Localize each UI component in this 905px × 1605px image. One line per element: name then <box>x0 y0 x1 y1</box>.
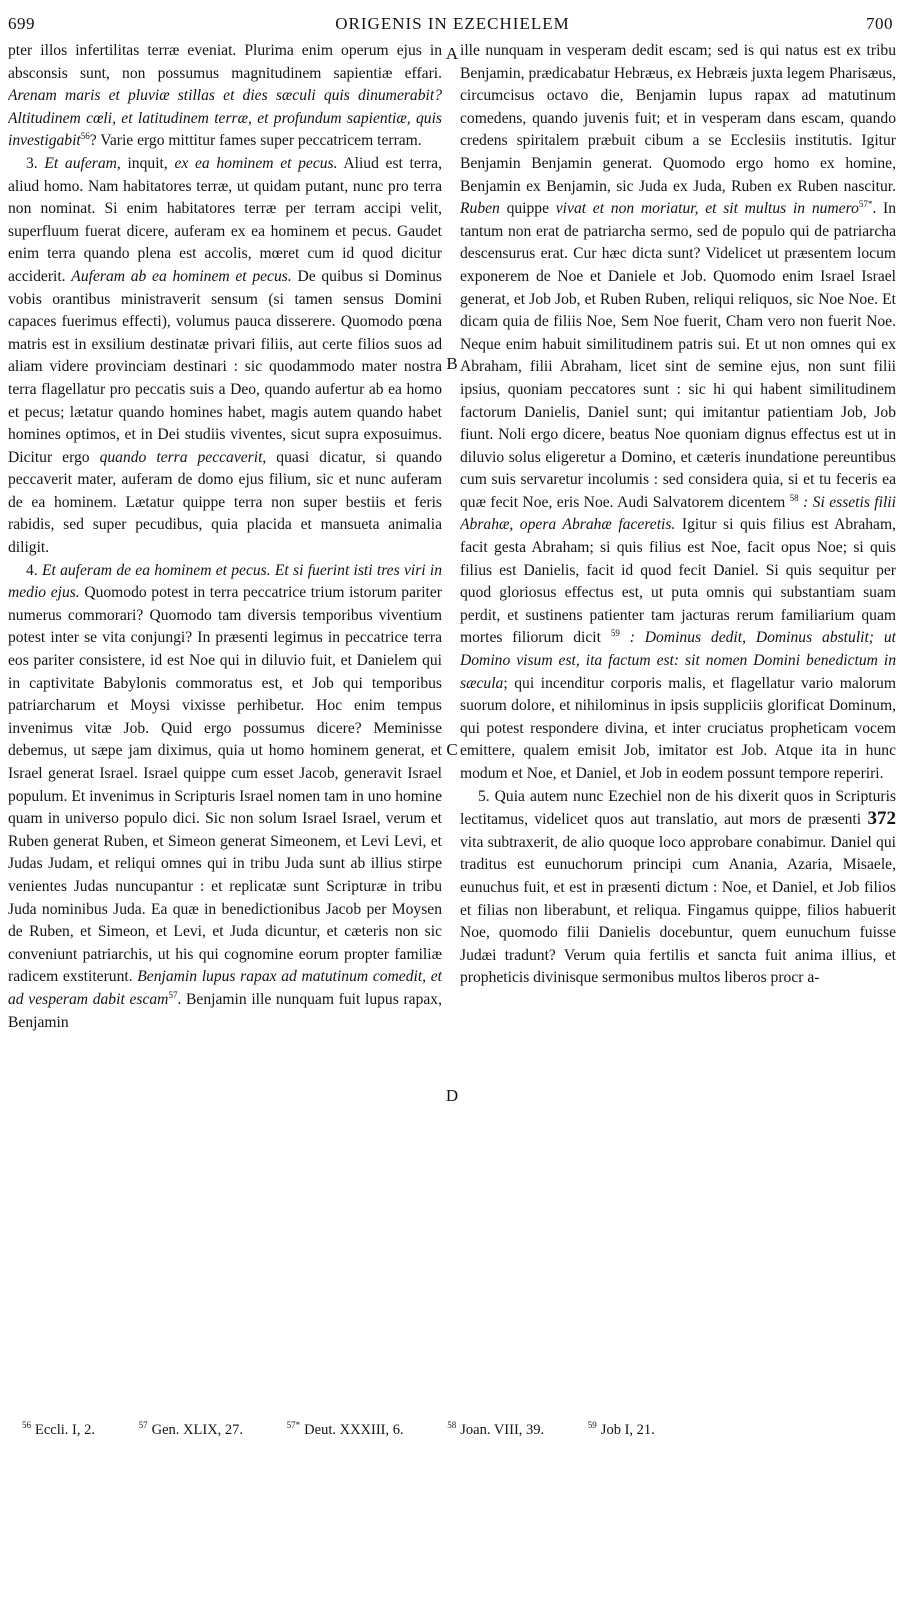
footnote: $^{59}$ Job I, 21. <box>587 1420 655 1438</box>
paragraph: 3. Et auferam, inquit, ex ea hominem et pecus. Aliud est terra, aliud homo. Nam habitatores terræ, ut quidam putant, nunc pro terra non nominat. Si enim habitatores terræ per terram accipi velit, superfluum fuerat dicere, auferam ex ea hominem et pecus. Gaudet enim terra quando plena est accolis, mœret cum id quod dicitur acciderit. Auferam ab ea hominem et pecus. De quibus si Dominus vobis orantibus ministraverit sensum (si tamen sensus Domini capaces fuerimus effecti), volumus pauca disserere. Quomodo pœna matris est in exsilium destinatæ privari filiis, aut certe filios suos ad aliam videre provinciam destinari : sic quodammodo mater nostra terra flagellatur pro peccatis suis a Deo, quando aufertur ab ea homo et pecus; lætatur quando homines habet, magis autem quando habet homines optimos, et in Dei studiis viventes, sicut supra exposuimus. Dicitur ergo quando terra peccaverit, quasi dicatur, si quando peccaverit mater, auferam de domo ejus filium, sic et nunc auferam de ea hominem. Lætatur quippe terra non super bestiis et feris rabidis, sed super pecudibus, quia placida et mansueta animalia diligit. <box>8 154 442 557</box>
margin-marker-c: C <box>446 740 458 759</box>
margin-marker-b: B <box>446 354 458 373</box>
footnote: $^{56}$ Eccli. I, 2. <box>22 1420 95 1438</box>
footnote: $^{57*}$ Deut. XXXIII, 6. <box>286 1420 404 1438</box>
column-number: 372 <box>867 808 896 830</box>
paragraph: ille nunquam in vesperam dedit escam; sed is qui natus est ex tribu Benjamin, prædicabatur Hebræus, ex Hebræis juxta legem Pharisæus, circumcisus octavo die, Benjamin lupus rapax ad matutinum comedens, quando juvenis fuit; et in vesperam dans escam, quando credens spiritalem præbuit cibum a se Ecclesiis institutis. Igitur Benjamin Benjamin generat. Quomodo ergo homo ex homine, Benjamin ex Benjamin, sic Juda ex Juda, Ruben ex Ruben nascitur. Ruben quippe vivat et non moriatur, et sit multus in numero$^{57*}$. In tantum non erat de patriarcha sermo, sed de populo qui de patriarcha descensurus erat. Cur hæc dicta sunt? Videlicet ut præsentem locum exponerem de Noe et Daniele et Job. Quomodo enim Israel Israel generat, et Job Job, et Ruben Ruben, reliqui reliquos, sic Noe Noe. Et dicam quia de filiis Noe, Sem Noe fuerit, Cham vero non fuerit Noe. Neque enim habuit similitudinem patris sui. Et ut non omnes qui ex Abraham, filii Abraham, licet sint de semine ejus, non sunt filii ipsius, quoniam peccatores sunt : sic hi qui habent similitudinem factorum Danielis, Daniel sunt; qui imitantur patientiam Job, Job fiunt. Noli ergo dicere, beatus Noe quoniam dignus effectus est ut in diluvio solus eligeretur a Domino, et cæteris inundatione pereuntibus cum suis servaretur incolumis : sed considera quia, si et tu feceris ea quæ fecit Noe, eris Noe. Audi Salvatorem dicentem $^{58}$ : Si essetis filii Abrahæ, opera Abrahæ faceretis. Igitur si quis filius est Abraham, facit gesta Abraham; si quis filius est Noe, facit opus Noe; si quis filius est Danielis, facit id quod fecit Daniel. Si quis sequitur per quod gloriosus effectus est, ut puta omnis qui substantiam suam perdit, et sustinens patienter tam jacturas rerum familiarium quam mortes filiorum dicit $^{59}$ : Dominus dedit, Dominus abstulit; ut Domino visum est, ita factum est: sit nomen Domini benedictum in sæcula; qui incenditur corporis malis, et flagellatur vario malorum suorum dolore, et nihilominus in ipsis suppliciis glorificat Dominum, qui potest respondere divina, et inter cruciatus propheticam vocem emittere, qualem emisit Job, imitator est Job. Atque ita in hunc modum et Noe, et Daniel, et Job in eodem possunt tempore reperiri. <box>460 42 896 782</box>
footnote: $^{57}$ Gen. XLIX, 27. <box>138 1420 244 1438</box>
page-number-left: 699 <box>8 14 35 33</box>
right-column <box>460 40 896 1605</box>
page-number-right: 700 <box>866 14 893 33</box>
footnotes <box>22 1420 882 1439</box>
footnote: $^{58}$ Joan. VIII, 39. <box>447 1420 545 1438</box>
paragraph: 5. Quia autem nunc Ezechiel non de his dixerit quos in Scripturis lectitamus, videlicet quos aut translatio, aut mors de præsenti 372 vita subtraxerit, de alio quoque loco approbare conabimur. Daniel qui traditus est eunuchorum principi cum Anania, Azaria, Misaele, eunuchus fuit, et est in præsenti dictum : Noe, et Daniel, et Job filios et filias non liberabunt, et reliqua. Fingamus quippe, filios habuerit Noe, quomodo filii Danielis docebuntur, quem eunuchum fuisse Judæi tradunt? Verum quia fertilis et sancta fuit anima illius, et propheticis divinisque sermonibus multos liberos procr a- <box>460 787 896 987</box>
paragraph: pter illos infertilitas terræ eveniat. Plurima enim operum ejus in absconsis sunt, non possumus magnitudinem sapientiæ effari. Arenam maris et pluviæ stillas et dies sæculi quis dinumerabit? Altitudinem cœli, et latitudinem terræ, et profundum sapientiæ, quis investigabit$^{56}$? Varie ergo mittitur fames super peccatricem terram. <box>8 42 442 150</box>
paragraph: 4. Et auferam de ea hominem et pecus. Et si fuerint isti tres viri in medio ejus. Quomodo potest in terra peccatrice trium istorum pariter numerus commorari? Quomodo tam diversis temporibus viventium potest inter se vita conjungi? In præsenti legimus in peccatrice terra eos pariter consistere, id est Noe qui in diluvio fuit, et Danielem qui in captivitate Babylonis commoratus est, et Job qui temporibus patriarcharum et Moysi vixisse perhibetur. Hoc enim tempus invenimus vitæ Job. Quid ergo possumus dicere? Meminisse debemus, ut sæpe jam diximus, quia ut homo hominem generat, et Israel generat Israel. Israel quippe cum esset Jacob, generavit Israel populum. Et invenimus in Scripturis Israel nomen tam in uno homine quam in universo populo dici. Sic non solum Israel Israel, verum et Ruben generat Ruben, et Simeon generat Simeonem, et Levi Levi, et Judas Judam, et reliqui omnes qui in tribu Juda sunt ab illius stirpe venientes Judas nuncupantur : et replicatæ sunt Scripturæ in tribu Juda nominibus Juda. Ea quæ in benedictionibus Jacob per Moysen de Ruben, et Simeon, et Levi, et Juda dicuntur, et cæteris non sic conveniunt patriarchis, ut his qui cognomine eorum propter familiæ radicem exstiterunt. Benjamin lupus rapax ad matutinum comedit, et ad vesperam dabit escam$^{57}$. Benjamin ille nunquam fuit lupus rapax, Benjamin <box>8 561 442 1031</box>
running-title: ORIGENIS IN EZECHIELEM <box>335 14 570 33</box>
margin-marker-d: D <box>445 1086 459 1105</box>
left-column <box>8 40 442 1605</box>
margin-marker-a: A <box>445 44 459 63</box>
